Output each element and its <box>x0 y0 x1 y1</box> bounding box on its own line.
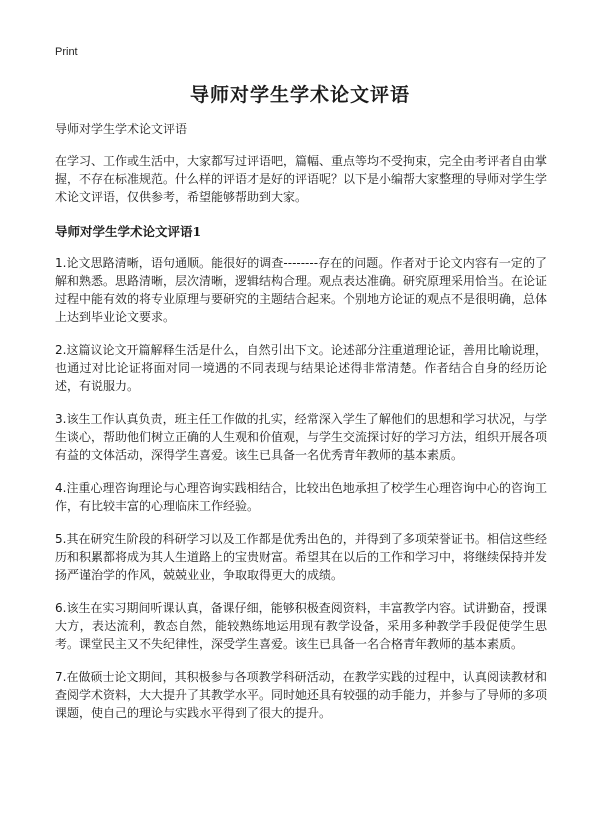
comment-item: 4.注重心理咨询理论与心理咨询实践相结合，比较出色地承担了校学生心理咨询中心的咨询工作，有比较丰富的心理临床工作经验。 <box>55 481 547 513</box>
intro-paragraph: 在学习、工作或生活中，大家都写过评语吧，篇幅、重点等均不受拘束，完全由考评者自由掌握，不存在标准规范。什么样的评语才是好的评语呢？以下是小编帮大家整理的导师对学生学术论文评语，仅供参考，希望能够帮助到大家。 <box>55 154 548 204</box>
comment-item: 2.这篇议论文开篇解释生活是什么，自然引出下文。论述部分注重道理论证，善用比喻说理，也通过对比论证将面对同一境遇的不同表现与结果论述得非常清楚。作者结合自身的经历论述，有说服力。 <box>55 343 547 393</box>
comment-item: 6.该生在实习期间听课认真，备课仔细，能够积极查阅资料，丰富教学内容。试讲勤奋，授课大方，表达流利，教态自然，能较熟练地运用现有教学设备，采用多种教学手段促使学生思考。课堂民主又不失纪律性，深受学生喜爱。该生已具备一名合格青年教师的基本素质。 <box>55 601 547 651</box>
comment-item: 1.论文思路清晰，语句通顺。能很好的调查--------存在的问题。作者对于论文内容有一定的了解和熟悉。思路清晰，层次清晰，逻辑结构合理。观点表达准确。研究原理采用恰当。在论证过程中能有效的将专业原理与要研究的主题结合起来。个别地方论证的观点不是很明确，总体上达到毕业论文要求。 <box>55 256 548 324</box>
document-body <box>55 120 547 737</box>
page-title: 导师对学生学术论文评语 <box>189 84 410 106</box>
print-label: Print <box>55 46 78 58</box>
comment-item: 3.该生工作认真负责，班主任工作做的扎实，经常深入学生了解他们的思想和学习状况，与学生谈心，帮助他们树立正确的人生观和价值观，与学生交流探讨好的学习方法，组织开展各项有益的文体活动，深得学生喜爱。该生已具备一名优秀青年教师的基本素质。 <box>55 412 548 462</box>
comment-item: 5.其在研究生阶段的科研学习以及工作都是优秀出色的，并得到了多项荣誉证书。相信这些经历和积累都将成为其人生道路上的宝贵财富。希望其在以后的工作和学习中，将继续保持并发扬严谨治学的作风，兢兢业业，争取取得更大的成绩。 <box>55 532 548 582</box>
section-heading: 导师对学生学术论文评语1 <box>55 224 202 239</box>
document-subtitle: 导师对学生学术论文评语 <box>55 122 188 136</box>
comment-item: 7.在做硕士论文期间，其积极参与各项教学科研活动，在教学实践的过程中，认真阅读教材和查阅学术资料，大大提升了其教学水平。同时她还具有较强的动手能力，并参与了导师的多项课题，使自己的理论与实践水平得到了很大的提升。 <box>55 670 548 720</box>
